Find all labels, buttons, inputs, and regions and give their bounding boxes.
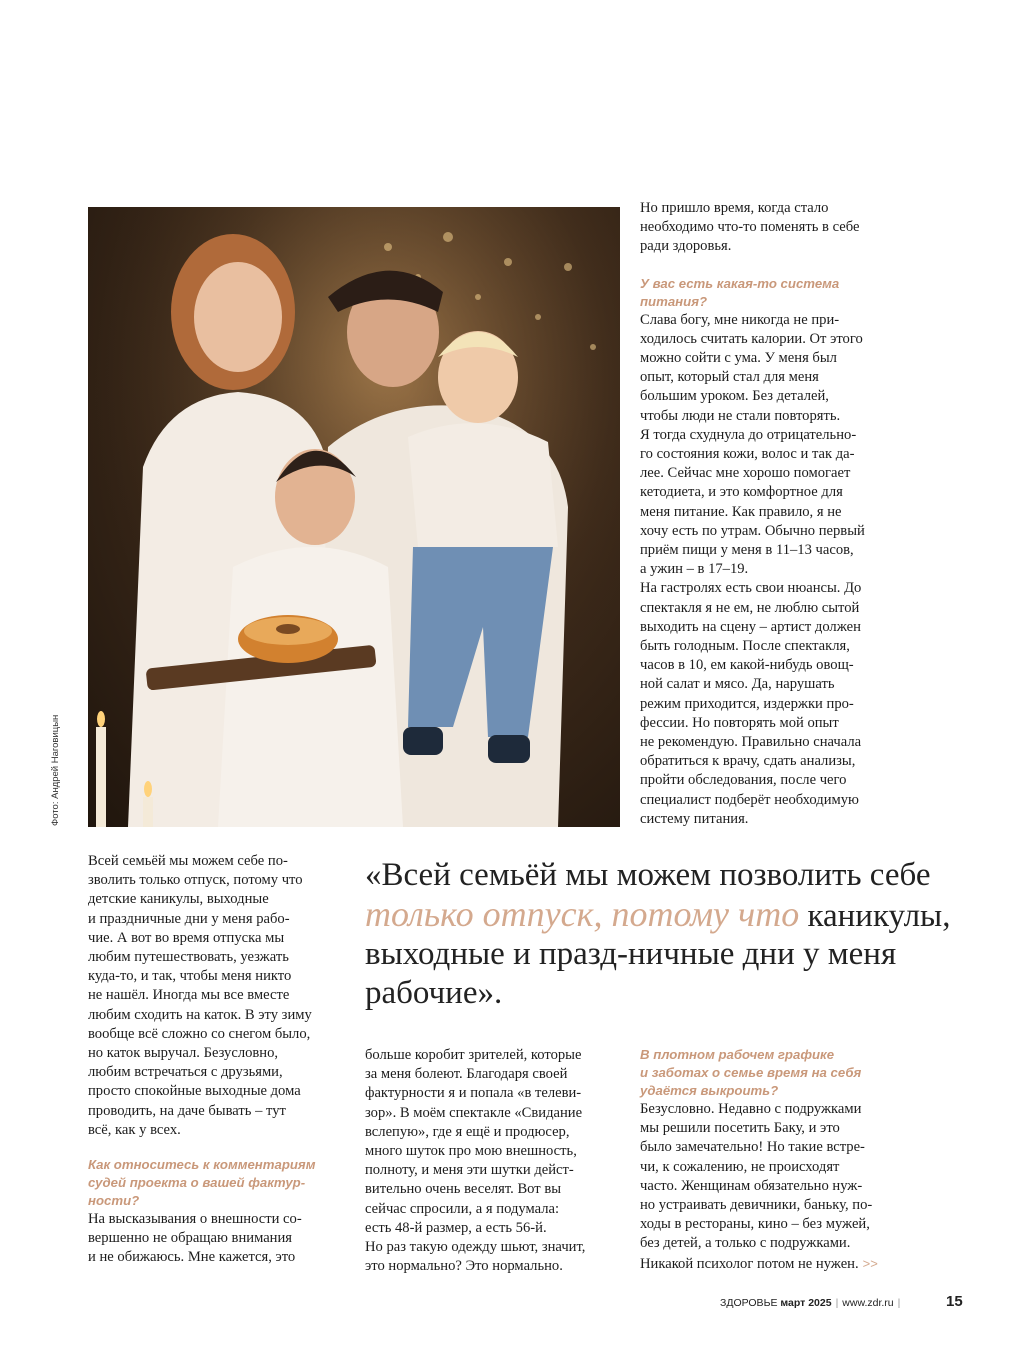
intro-line: необходимо что-то поменять в себе — [640, 219, 860, 236]
answer-text: Никакой психолог потом не нужен. — [640, 1255, 859, 1272]
body-line: любим встречаться с друзьями, — [88, 1064, 283, 1081]
answer-line: ходы в рестораны, кино – без мужей, — [640, 1216, 870, 1233]
question-heading: удаётся выкроить? — [640, 1083, 779, 1098]
body-line: много шуток про мою внешность, — [365, 1143, 577, 1160]
question-heading: питания? — [640, 293, 708, 309]
body-line: зор». В моём спектакле «Свидание — [365, 1104, 583, 1121]
answer-line: ходилось считать калории. От этого — [640, 330, 863, 347]
answer-line — [640, 1254, 915, 1274]
photo-credit: Фото: Андрей Наговицын — [50, 714, 61, 826]
answer-line: На высказывания о внешности со- — [88, 1211, 302, 1228]
right-column-top — [640, 199, 910, 829]
answer-line: лее. Сейчас мне хорошо помогает — [640, 465, 851, 482]
pull-quote-text: «Всей семьёй мы можем позволить себе — [365, 857, 931, 893]
answer-line: но устраивать девичники, баньку, по- — [640, 1197, 873, 1214]
body-line: Но раз такую одежду шьют, значит, — [365, 1239, 586, 1256]
answer-line: приём пищи у меня в 11–13 часов, — [640, 542, 854, 559]
question-heading: судей проекта о вашей фактур- — [88, 1175, 306, 1191]
answer-line: ной салат и мясо. Да, нарушать — [640, 676, 835, 693]
answer-line: Безусловно. Недавно с подружками — [640, 1101, 862, 1117]
intro-line: Но пришло время, когда стало — [640, 200, 829, 216]
body-line: детские каникулы, выходные — [88, 891, 269, 908]
body-line: чие. А вот во время отпуска мы — [88, 929, 285, 946]
body-line: больше коробит зрителей, которые — [365, 1047, 582, 1063]
answer-line: специалист подберёт необходимую — [640, 791, 859, 808]
body-line: это нормально? Это нормально. — [365, 1258, 563, 1275]
answer-line: часов в 10, ем какой-нибудь овощ- — [640, 657, 854, 674]
answer-line: спектакля я не ем, не люблю сытой — [640, 599, 860, 616]
magazine-name: ЗДОРОВЬЕ — [720, 1297, 778, 1309]
footer-divider: | — [835, 1297, 839, 1309]
answer-line: было замечательно! Но такие встре- — [640, 1139, 865, 1156]
answer-line: На гастролях есть свои нюансы. До — [640, 580, 862, 597]
answer-line: вершенно не обращаю внимания — [88, 1230, 293, 1247]
answer-line: систему питания. — [640, 810, 749, 827]
left-column — [88, 852, 348, 1268]
body-line: вообще всё сложно со снегом было, — [88, 1025, 311, 1042]
website-link[interactable]: www.zdr.ru — [842, 1297, 894, 1309]
answer-line: кетодиета, и это комфортное для — [640, 484, 843, 501]
body-line: любим путешествовать, уезжать — [88, 949, 289, 966]
body-line: но каток выручал. Безусловно, — [88, 1045, 279, 1062]
body-line: просто спокойные выходные дома — [88, 1083, 301, 1100]
answer-line: часто. Женщинам обязательно нуж- — [640, 1177, 863, 1194]
answer-line: чи, к сожалению, не происходят — [640, 1158, 840, 1175]
body-line: вслепую», где я ещё и продюсер, — [365, 1123, 570, 1140]
answer-line: го состояния кожи, волос и так да- — [640, 446, 855, 463]
intro-line: ради здоровья. — [640, 238, 732, 255]
body-line: куда-то, и так, чтобы меня никто — [88, 968, 292, 985]
answer-line: без детей, а только с подружками. — [640, 1235, 851, 1252]
answer-line: Я тогда схуднула до отрицательно- — [640, 426, 857, 443]
body-line: есть 48-й размер, а есть 56-й. — [365, 1219, 547, 1236]
middle-column — [365, 1046, 630, 1276]
question-heading: и заботах о семье время на себя — [640, 1065, 862, 1080]
answer-line: не рекомендую. Правильно сначала — [640, 734, 862, 751]
pull-quote — [365, 856, 985, 1012]
answer-line: хочу есть по утрам. Обычно первый — [640, 522, 865, 539]
continue-arrow-icon: >> — [862, 1255, 878, 1271]
body-line: сейчас спросили, а я подумала: — [365, 1200, 560, 1217]
answer-line: обратиться к врачу, сдать анализы, — [640, 753, 856, 770]
answer-line: быть голодным. После спектакля, — [640, 638, 850, 655]
body-line: фактурности я и попала «в телеви- — [365, 1085, 582, 1102]
body-line: не нашёл. Иногда мы все вместе — [88, 987, 290, 1004]
pull-quote-accent: только отпуск, потому что — [365, 893, 800, 934]
answer-line: большим уроком. Без деталей, — [640, 388, 829, 405]
answer-line: а ужин – в 17–19. — [640, 561, 749, 578]
body-line: за меня болеют. Благодаря своей — [365, 1066, 568, 1083]
body-line: зволить только отпуск, потому что — [88, 872, 303, 889]
issue-date: март 2025 — [780, 1297, 832, 1309]
answer-line: фессии. Но повторять мой опыт — [640, 714, 839, 731]
question-heading: В плотном рабочем графике — [640, 1047, 835, 1062]
right-column-bottom — [640, 1046, 915, 1274]
body-line: всё, как у всех. — [88, 1121, 181, 1138]
question-heading: ности? — [88, 1193, 140, 1209]
body-line: любим сходить на каток. В эту зиму — [88, 1006, 312, 1023]
pull-quote-text: каникулы, выходные и празд-ничные дни у меня рабочие». — [365, 897, 951, 1011]
answer-line: Слава богу, мне никогда не при- — [640, 311, 840, 328]
answer-line: мы решили посетить Баку, и это — [640, 1120, 840, 1137]
body-line: вительно очень веселят. Вот вы — [365, 1181, 562, 1198]
answer-line: меня питание. Как правило, я не — [640, 503, 842, 520]
answer-line: режим приходится, издержки про- — [640, 695, 854, 712]
answer-line: чтобы люди не стали повторять. — [640, 407, 841, 424]
answer-line: можно сойти с ума. У меня был — [640, 350, 837, 367]
body-line: и праздничные дни у меня рабо- — [88, 910, 290, 927]
body-line: полноту, и меня эти шутки дейст- — [365, 1162, 574, 1179]
footer-divider: | — [897, 1297, 901, 1309]
question-heading: Как относитесь к комментариям — [88, 1157, 316, 1173]
body-line: Всей семьёй мы можем себе по- — [88, 853, 288, 869]
family-photo — [88, 207, 620, 827]
body-line: проводить, на даче бывать – тут — [88, 1102, 286, 1119]
answer-line: выходить на сцену – артист должен — [640, 618, 861, 635]
page-footer — [720, 1297, 904, 1309]
question-heading: У вас есть какая-то система — [640, 275, 840, 291]
answer-line: опыт, который стал для меня — [640, 369, 819, 386]
page-number: 15 — [946, 1293, 963, 1310]
family-photo-icon — [88, 207, 620, 827]
answer-line: пройти обследования, после чего — [640, 772, 847, 789]
answer-line: и не обижаюсь. Мне кажется, это — [88, 1249, 296, 1266]
